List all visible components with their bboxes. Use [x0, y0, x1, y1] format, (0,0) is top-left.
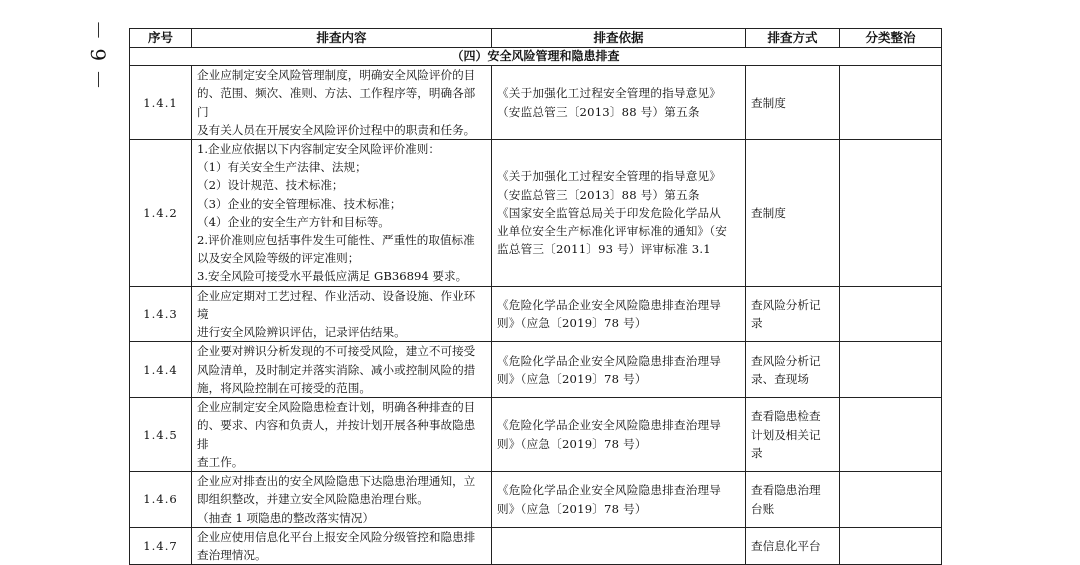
- row-remediation: [840, 472, 942, 528]
- row-content: [192, 472, 492, 528]
- row-basis-line: （安监总管三〔2013〕88 号）第五条: [497, 104, 700, 119]
- row-method-line: 查看隐患治理: [751, 483, 821, 498]
- header-method: 排查方式: [746, 29, 840, 48]
- row-method: [746, 528, 840, 565]
- table-row: [130, 472, 942, 528]
- row-basis-line: 《国家安全监管总局关于印发危险化学品从: [497, 205, 722, 220]
- row-basis: [492, 286, 746, 342]
- row-basis: [492, 528, 746, 565]
- row-remediation: [840, 342, 942, 398]
- row-content: [192, 398, 492, 472]
- row-serial: 1.4.1: [130, 66, 192, 140]
- row-content: [192, 342, 492, 398]
- table-row: [130, 286, 942, 342]
- header-remediation: 分类整治: [840, 29, 942, 48]
- row-content-line: （3）企业的安全管理标准、技术标准；: [197, 196, 402, 211]
- row-basis-line: 监总管三〔2011〕93 号）评审标准 3.1: [497, 242, 711, 257]
- row-method-line: 计划及相关记: [751, 427, 821, 442]
- row-content-line: 进行安全风险辨识评估，记录评估结果。: [197, 325, 406, 340]
- row-content-line: 的、要求、内容和负责人，并按计划开展各种事故隐患排: [197, 418, 476, 451]
- row-method-line: 查制度: [751, 95, 786, 110]
- row-content-line: 企业应对排查出的安全风险隐患下达隐患治理通知，立: [197, 474, 476, 489]
- row-content-line: 即组织整改，并建立安全风险隐患治理台账。: [197, 492, 429, 507]
- row-method: [746, 140, 840, 287]
- row-content-line: 施，将风险控制在可接受的范围。: [197, 380, 371, 395]
- row-content-line: 3.安全风险可接受水平最低应满足 GB36894 要求。: [197, 269, 468, 284]
- row-basis-line: 则》（应急〔2019〕78 号）: [497, 371, 647, 386]
- table-row: [130, 342, 942, 398]
- row-content: [192, 140, 492, 287]
- row-serial: 1.4.6: [130, 472, 192, 528]
- row-serial: 1.4.2: [130, 140, 192, 287]
- row-method-line: 查风险分析记: [751, 353, 821, 368]
- row-method: [746, 398, 840, 472]
- row-basis-line: 《危险化学品企业安全风险隐患排查治理导: [497, 483, 722, 498]
- row-content: [192, 528, 492, 565]
- row-basis-line: 则》（应急〔2019〕78 号）: [497, 436, 647, 451]
- header-content: 排查内容: [192, 29, 492, 48]
- row-basis: [492, 398, 746, 472]
- table-row: [130, 528, 942, 565]
- row-method-line: 查制度: [751, 205, 786, 220]
- table-header-row: [130, 29, 942, 48]
- row-method-line: 录: [751, 445, 763, 460]
- row-serial: 1.4.7: [130, 528, 192, 565]
- row-content-line: 2.评价准则应包括事件发生可能性、严重性的取值标准: [197, 233, 475, 248]
- table-row: [130, 66, 942, 140]
- row-remediation: [840, 398, 942, 472]
- row-remediation: [840, 528, 942, 565]
- table-row: [130, 140, 942, 287]
- row-basis: [492, 342, 746, 398]
- row-content-line: 企业应使用信息化平台上报安全风险分级管控和隐患排: [197, 530, 476, 545]
- row-method: [746, 472, 840, 528]
- row-basis-line: 《关于加强化工过程安全管理的指导意见》: [497, 169, 722, 184]
- table-row: [130, 398, 942, 472]
- row-content: [192, 66, 492, 140]
- row-content-line: 查治理情况。: [197, 548, 267, 563]
- inspection-table: [129, 28, 942, 565]
- row-content: [192, 286, 492, 342]
- row-method-line: 录、查现场: [751, 371, 809, 386]
- row-serial: 1.4.3: [130, 286, 192, 342]
- row-method-line: 查风险分析记: [751, 297, 821, 312]
- page-number: － 9 －: [86, 20, 110, 91]
- row-basis-line: 则》（应急〔2019〕78 号）: [497, 501, 647, 516]
- row-method: [746, 286, 840, 342]
- row-method-line: 台账: [751, 501, 775, 516]
- row-content-line: （4）企业的安全生产方针和目标等。: [197, 214, 390, 229]
- row-content-line: 企业要对辨识分析发现的不可接受风险，建立不可接受: [197, 344, 476, 359]
- row-content-line: 1.企业应依据以下内容制定安全风险评价准则：: [197, 142, 440, 157]
- row-method: [746, 342, 840, 398]
- row-remediation: [840, 286, 942, 342]
- row-method-line: 查信息化平台: [751, 539, 821, 554]
- row-content-line: （2）设计规范、技术标准；: [197, 178, 344, 193]
- row-basis-line: （安监总管三〔2013〕88 号）第五条: [497, 187, 700, 202]
- row-basis-line: 《危险化学品企业安全风险隐患排查治理导: [497, 353, 722, 368]
- section-title: （四）安全风险管理和隐患排查: [130, 48, 942, 66]
- header-basis: 排查依据: [492, 29, 746, 48]
- row-content-line: 查工作。: [197, 454, 244, 469]
- row-basis: [492, 140, 746, 287]
- row-basis-line: 则》（应急〔2019〕78 号）: [497, 315, 647, 330]
- row-remediation: [840, 66, 942, 140]
- row-basis-line: 《关于加强化工过程安全管理的指导意见》: [497, 86, 722, 101]
- section-row: [130, 48, 942, 66]
- row-content-line: 及有关人员在开展安全风险评价过程中的职责和任务。: [197, 122, 476, 137]
- row-method: [746, 66, 840, 140]
- row-serial: 1.4.5: [130, 398, 192, 472]
- row-content-line: 以及安全风险等级的评定准则；: [197, 251, 360, 266]
- row-content-line: 企业应定期对工艺过程、作业活动、设备设施、作业环境: [197, 288, 476, 321]
- row-method-line: 查看隐患检查: [751, 409, 821, 424]
- row-basis-line: 《危险化学品企业安全风险隐患排查治理导: [497, 297, 722, 312]
- row-method-line: 录: [751, 315, 763, 330]
- row-basis-line: 业单位安全生产标准化评审标准的通知》（安: [497, 223, 728, 238]
- row-content-line: （1）有关安全生产法律、法规；: [197, 160, 367, 175]
- row-content-line: 的、范围、频次、准则、方法、工作程序等，明确各部门: [197, 86, 476, 119]
- row-content-line: （抽查 1 项隐患的整改落实情况）: [197, 510, 375, 525]
- row-basis-line: 《危险化学品企业安全风险隐患排查治理导: [497, 418, 722, 433]
- row-content-line: 企业应制定安全风险隐患检查计划，明确各种排查的目: [197, 400, 476, 415]
- row-basis: [492, 472, 746, 528]
- row-remediation: [840, 140, 942, 287]
- header-serial: 序号: [130, 29, 192, 48]
- row-basis: [492, 66, 746, 140]
- row-content-line: 风险清单，及时制定并落实消除、减小或控制风险的措: [197, 362, 476, 377]
- row-serial: 1.4.4: [130, 342, 192, 398]
- row-content-line: 企业应制定安全风险管理制度，明确安全风险评价的目: [197, 68, 476, 83]
